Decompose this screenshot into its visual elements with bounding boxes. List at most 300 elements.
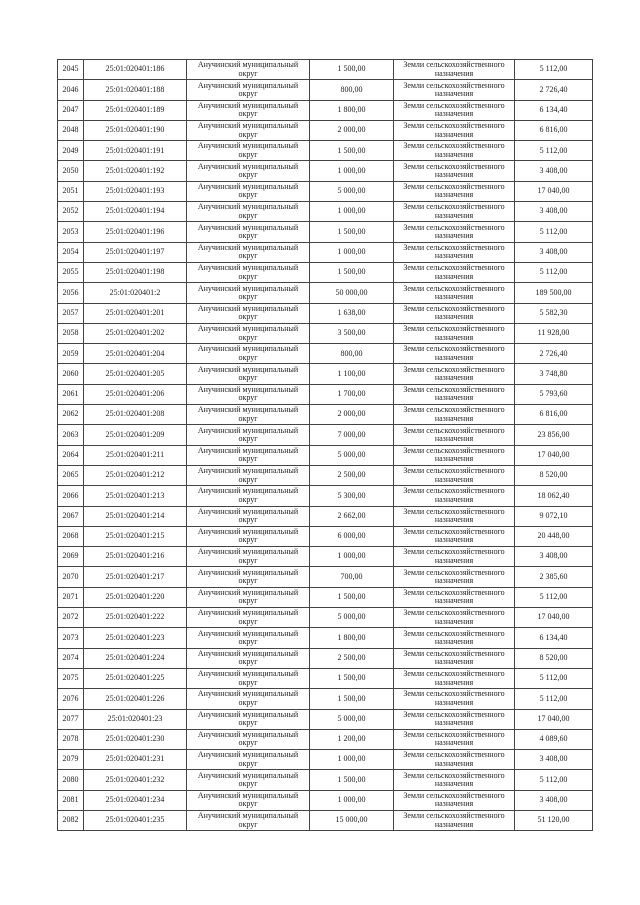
category-line-1: Земли сельскохозяйственного <box>403 669 505 679</box>
table-row <box>58 120 593 140</box>
category-line-2: назначения <box>434 210 474 220</box>
category-line-1: Земли сельскохозяйственного <box>403 344 505 354</box>
area-cell: 1 200,00 <box>310 729 394 749</box>
cadastral-number: 25:01:020401:186 <box>84 60 187 80</box>
table-row <box>58 141 593 161</box>
category-line-1: Земли сельскохозяйственного <box>403 60 505 70</box>
land-category-cell <box>394 770 515 790</box>
category-line-2: назначения <box>434 474 474 484</box>
cadastral-value-cell: 5 582,30 <box>515 303 593 323</box>
table-row <box>58 181 593 201</box>
district-line-2: округ <box>238 68 258 78</box>
district-cell <box>187 283 310 303</box>
land-category-cell <box>394 790 515 810</box>
row-number: 2076 <box>58 689 84 709</box>
category-line-2: назначения <box>434 758 474 768</box>
district-line-2: округ <box>238 190 258 200</box>
district-cell <box>187 445 310 465</box>
cadastral-value-cell: 18 062,40 <box>515 486 593 506</box>
row-number: 2049 <box>58 141 84 161</box>
district-line-1: Анучинский муниципальный <box>197 141 299 151</box>
cadastral-number: 25:01:020401:232 <box>84 770 187 790</box>
cadastral-value-cell: 4 089,60 <box>515 729 593 749</box>
district-line-2: округ <box>238 758 258 768</box>
cadastral-number: 25:01:020401:193 <box>84 181 187 201</box>
category-line-2: назначения <box>434 799 474 809</box>
district-cell <box>187 60 310 80</box>
row-number: 2061 <box>58 384 84 404</box>
table-row <box>58 364 593 384</box>
cadastral-number: 25:01:020401:197 <box>84 242 187 262</box>
district-line-1: Анучинский муниципальный <box>197 466 299 476</box>
category-line-1: Земли сельскохозяйственного <box>403 506 505 516</box>
area-cell: 1 700,00 <box>310 384 394 404</box>
area-cell: 1 500,00 <box>310 262 394 282</box>
district-line-2: округ <box>238 555 258 565</box>
row-number: 2079 <box>58 750 84 770</box>
cadastral-number: 25:01:020401:231 <box>84 750 187 770</box>
district-line-2: округ <box>238 352 258 362</box>
district-line-2: округ <box>238 819 258 829</box>
area-cell: 50 000,00 <box>310 283 394 303</box>
land-category-cell <box>394 60 515 80</box>
district-line-1: Анучинский муниципальный <box>197 80 299 90</box>
cadastral-number: 25:01:020401:216 <box>84 547 187 567</box>
district-cell <box>187 344 310 364</box>
category-line-1: Земли сельскохозяйственного <box>403 141 505 151</box>
cadastral-number: 25:01:020401:206 <box>84 384 187 404</box>
area-cell: 1 100,00 <box>310 364 394 384</box>
district-cell <box>187 628 310 648</box>
cadastral-value-cell: 5 112,00 <box>515 141 593 161</box>
table-row <box>58 161 593 181</box>
row-number: 2054 <box>58 242 84 262</box>
category-line-2: назначения <box>434 129 474 139</box>
district-line-2: округ <box>238 677 258 687</box>
cadastral-value-cell: 8 520,00 <box>515 465 593 485</box>
row-number: 2058 <box>58 323 84 343</box>
table-row <box>58 486 593 506</box>
district-line-2: округ <box>238 657 258 667</box>
district-line-1: Анучинский муниципальный <box>197 648 299 658</box>
row-number: 2053 <box>58 222 84 242</box>
cadastral-number: 25:01:020401:23 <box>84 709 187 729</box>
cadastral-number: 25:01:020401:191 <box>84 141 187 161</box>
row-number: 2074 <box>58 648 84 668</box>
district-line-1: Анучинский муниципальный <box>197 790 299 800</box>
cadastral-number: 25:01:020401:212 <box>84 465 187 485</box>
district-line-2: округ <box>238 535 258 545</box>
table-row <box>58 628 593 648</box>
district-line-1: Анучинский муниципальный <box>197 405 299 415</box>
district-cell <box>187 729 310 749</box>
area-cell: 1 638,00 <box>310 303 394 323</box>
category-line-1: Земли сельскохозяйственного <box>403 608 505 618</box>
cadastral-value-cell: 3 408,00 <box>515 790 593 810</box>
district-cell <box>187 242 310 262</box>
category-line-2: назначения <box>434 271 474 281</box>
table-row <box>58 283 593 303</box>
district-cell <box>187 405 310 425</box>
district-line-1: Анучинский муниципальный <box>197 445 299 455</box>
area-cell: 5 000,00 <box>310 608 394 628</box>
cadastral-number: 25:01:020401:223 <box>84 628 187 648</box>
area-cell: 1 500,00 <box>310 668 394 688</box>
cadastral-number: 25:01:020401:226 <box>84 689 187 709</box>
category-line-1: Земли сельскохозяйственного <box>403 283 505 293</box>
district-cell <box>187 364 310 384</box>
land-category-cell <box>394 242 515 262</box>
cadastral-value-cell: 5 112,00 <box>515 60 593 80</box>
category-line-2: назначения <box>434 515 474 525</box>
area-cell: 2 500,00 <box>310 465 394 485</box>
category-line-2: назначения <box>434 636 474 646</box>
row-number: 2046 <box>58 80 84 100</box>
district-cell <box>187 222 310 242</box>
cadastral-value-cell: 2 726,40 <box>515 80 593 100</box>
category-line-2: назначения <box>434 535 474 545</box>
cadastral-number: 25:01:020401:196 <box>84 222 187 242</box>
row-number: 2052 <box>58 202 84 222</box>
row-number: 2073 <box>58 628 84 648</box>
category-line-2: назначения <box>434 413 474 423</box>
district-line-2: округ <box>238 271 258 281</box>
table-row <box>58 608 593 628</box>
district-line-1: Анучинский муниципальный <box>197 689 299 699</box>
category-line-1: Земли сельскохозяйственного <box>403 324 505 334</box>
district-line-1: Анучинский муниципальный <box>197 344 299 354</box>
cadastral-value-cell: 17 040,00 <box>515 608 593 628</box>
area-cell: 1 500,00 <box>310 770 394 790</box>
land-category-cell <box>394 222 515 242</box>
category-line-1: Земли сельскохозяйственного <box>403 242 505 252</box>
district-line-1: Анучинский муниципальный <box>197 121 299 131</box>
land-category-cell <box>394 668 515 688</box>
row-number: 2050 <box>58 161 84 181</box>
cadastral-number: 25:01:020401:208 <box>84 405 187 425</box>
category-line-2: назначения <box>434 657 474 667</box>
cadastral-number: 25:01:020401:190 <box>84 120 187 140</box>
cadastral-number: 25:01:020401:213 <box>84 486 187 506</box>
district-cell <box>187 567 310 587</box>
land-category-cell <box>394 364 515 384</box>
district-line-1: Анучинский муниципальный <box>197 100 299 110</box>
row-number: 2048 <box>58 120 84 140</box>
category-line-1: Земли сельскохозяйственного <box>403 182 505 192</box>
category-line-2: назначения <box>434 596 474 606</box>
cadastral-value-cell: 2 726,40 <box>515 344 593 364</box>
category-line-1: Земли сельскохозяйственного <box>403 709 505 719</box>
category-line-1: Земли сельскохозяйственного <box>403 547 505 557</box>
cadastral-number: 25:01:020401:225 <box>84 668 187 688</box>
cadastral-value-cell: 3 408,00 <box>515 202 593 222</box>
district-line-2: округ <box>238 251 258 261</box>
table-row <box>58 770 593 790</box>
cadastral-value-cell: 6 134,40 <box>515 100 593 120</box>
cadastral-value-cell: 3 408,00 <box>515 547 593 567</box>
cadastral-number: 25:01:020401:2 <box>84 283 187 303</box>
district-line-1: Анучинский муниципальный <box>197 263 299 273</box>
district-line-2: округ <box>238 515 258 525</box>
land-category-cell <box>394 181 515 201</box>
area-cell: 1 000,00 <box>310 790 394 810</box>
category-line-1: Земли сельскохозяйственного <box>403 790 505 800</box>
category-line-2: назначения <box>434 433 474 443</box>
district-line-1: Анучинский муниципальный <box>197 161 299 171</box>
land-category-cell <box>394 120 515 140</box>
category-line-1: Земли сельскохозяйственного <box>403 222 505 232</box>
category-line-2: назначения <box>434 109 474 119</box>
area-cell: 1 800,00 <box>310 628 394 648</box>
category-line-1: Земли сельскохозяйственного <box>403 161 505 171</box>
row-number: 2072 <box>58 608 84 628</box>
cadastral-number: 25:01:020401:194 <box>84 202 187 222</box>
category-line-2: назначения <box>434 555 474 565</box>
cadastral-number: 25:01:020401:217 <box>84 567 187 587</box>
table-row <box>58 668 593 688</box>
district-line-1: Анучинский муниципальный <box>197 750 299 760</box>
district-cell <box>187 161 310 181</box>
district-cell <box>187 790 310 810</box>
district-line-1: Анучинский муниципальный <box>197 425 299 435</box>
category-line-1: Земли сельскохозяйственного <box>403 730 505 740</box>
district-cell <box>187 608 310 628</box>
category-line-1: Земли сельскохозяйственного <box>403 100 505 110</box>
category-line-2: назначения <box>434 454 474 464</box>
district-cell <box>187 648 310 668</box>
table-row <box>58 323 593 343</box>
district-cell <box>187 526 310 546</box>
table-row <box>58 689 593 709</box>
category-line-1: Земли сельскохозяйственного <box>403 587 505 597</box>
area-cell: 1 500,00 <box>310 60 394 80</box>
cadastral-number: 25:01:020401:222 <box>84 608 187 628</box>
cadastral-value-cell: 5 112,00 <box>515 668 593 688</box>
row-number: 2045 <box>58 60 84 80</box>
cadastral-value-cell: 3 408,00 <box>515 750 593 770</box>
district-line-2: округ <box>238 413 258 423</box>
cadastral-number: 25:01:020401:204 <box>84 344 187 364</box>
district-line-1: Анучинский муниципальный <box>197 709 299 719</box>
cadastral-value-cell: 8 520,00 <box>515 648 593 668</box>
table-row <box>58 709 593 729</box>
category-line-2: назначения <box>434 291 474 301</box>
district-cell <box>187 770 310 790</box>
district-line-2: округ <box>238 799 258 809</box>
category-line-2: назначения <box>434 352 474 362</box>
area-cell: 2 662,00 <box>310 506 394 526</box>
district-cell <box>187 425 310 445</box>
row-number: 2057 <box>58 303 84 323</box>
area-cell: 2 500,00 <box>310 648 394 668</box>
area-cell: 2 000,00 <box>310 405 394 425</box>
row-number: 2078 <box>58 729 84 749</box>
category-line-2: назначения <box>434 231 474 241</box>
category-line-2: назначения <box>434 779 474 789</box>
district-line-1: Анучинский муниципальный <box>197 730 299 740</box>
land-category-cell <box>394 486 515 506</box>
category-line-2: назначения <box>434 68 474 78</box>
category-line-1: Земли сельскохозяйственного <box>403 303 505 313</box>
land-category-cell <box>394 262 515 282</box>
cadastral-value-cell: 9 072,10 <box>515 506 593 526</box>
row-number: 2065 <box>58 465 84 485</box>
cadastral-number: 25:01:020401:224 <box>84 648 187 668</box>
table-row <box>58 526 593 546</box>
table-row <box>58 344 593 364</box>
area-cell: 1 500,00 <box>310 587 394 607</box>
area-cell: 1 800,00 <box>310 100 394 120</box>
category-line-1: Земли сельскохозяйственного <box>403 770 505 780</box>
district-cell <box>187 709 310 729</box>
table-row <box>58 425 593 445</box>
category-line-2: назначения <box>434 576 474 586</box>
district-cell <box>187 465 310 485</box>
cadastral-value-cell: 51 120,00 <box>515 810 593 830</box>
table-row <box>58 648 593 668</box>
area-cell: 1 000,00 <box>310 161 394 181</box>
category-line-2: назначения <box>434 718 474 728</box>
category-line-2: назначения <box>434 393 474 403</box>
land-category-cell <box>394 709 515 729</box>
cadastral-value-cell: 6 816,00 <box>515 405 593 425</box>
table-row <box>58 750 593 770</box>
cadastral-value-cell: 23 856,00 <box>515 425 593 445</box>
land-category-cell <box>394 547 515 567</box>
table-row <box>58 384 593 404</box>
land-category-cell <box>394 567 515 587</box>
category-line-2: назначения <box>434 494 474 504</box>
district-cell <box>187 100 310 120</box>
area-cell: 5 000,00 <box>310 445 394 465</box>
table-row <box>58 729 593 749</box>
district-cell <box>187 486 310 506</box>
district-line-2: округ <box>238 433 258 443</box>
category-line-1: Земли сельскохозяйственного <box>403 202 505 212</box>
district-line-1: Анучинский муниципальный <box>197 60 299 70</box>
row-number: 2070 <box>58 567 84 587</box>
category-line-1: Земли сельскохозяйственного <box>403 80 505 90</box>
cadastral-value-cell: 3 748,80 <box>515 364 593 384</box>
district-line-1: Анучинский муниципальный <box>197 242 299 252</box>
land-category-cell <box>394 141 515 161</box>
district-cell <box>187 506 310 526</box>
cadastral-number: 25:01:020401:230 <box>84 729 187 749</box>
table-row <box>58 567 593 587</box>
land-category-cell <box>394 689 515 709</box>
area-cell: 1 500,00 <box>310 222 394 242</box>
district-line-1: Анучинский муниципальный <box>197 587 299 597</box>
row-number: 2064 <box>58 445 84 465</box>
land-category-cell <box>394 628 515 648</box>
district-line-2: округ <box>238 454 258 464</box>
cadastral-value-cell: 5 112,00 <box>515 689 593 709</box>
row-number: 2060 <box>58 364 84 384</box>
land-category-cell <box>394 648 515 668</box>
land-category-cell <box>394 161 515 181</box>
row-number: 2066 <box>58 486 84 506</box>
table-row <box>58 465 593 485</box>
land-category-cell <box>394 344 515 364</box>
district-line-2: округ <box>238 616 258 626</box>
district-cell <box>187 689 310 709</box>
district-line-1: Анучинский муниципальный <box>197 770 299 780</box>
cadastral-value-cell: 20 448,00 <box>515 526 593 546</box>
cadastral-value-cell: 17 040,00 <box>515 181 593 201</box>
category-line-2: назначения <box>434 88 474 98</box>
land-category-cell <box>394 283 515 303</box>
area-cell: 2 000,00 <box>310 120 394 140</box>
district-line-2: округ <box>238 474 258 484</box>
district-line-2: округ <box>238 393 258 403</box>
district-line-1: Анучинский муниципальный <box>197 303 299 313</box>
district-line-2: округ <box>238 149 258 159</box>
row-number: 2062 <box>58 405 84 425</box>
district-line-2: округ <box>238 170 258 180</box>
table-row <box>58 506 593 526</box>
category-line-2: назначения <box>434 251 474 261</box>
district-line-2: округ <box>238 718 258 728</box>
cadastral-number: 25:01:020401:201 <box>84 303 187 323</box>
district-line-1: Анучинский муниципальный <box>197 506 299 516</box>
cadastral-number: 25:01:020401:235 <box>84 810 187 830</box>
district-line-1: Анучинский муниципальный <box>197 669 299 679</box>
district-cell <box>187 384 310 404</box>
area-cell: 7 000,00 <box>310 425 394 445</box>
district-line-1: Анучинский муниципальный <box>197 384 299 394</box>
category-line-1: Земли сельскохозяйственного <box>403 466 505 476</box>
land-category-cell <box>394 384 515 404</box>
land-category-cell <box>394 750 515 770</box>
land-category-cell <box>394 80 515 100</box>
table-row <box>58 80 593 100</box>
table-row <box>58 405 593 425</box>
district-cell <box>187 587 310 607</box>
row-number: 2081 <box>58 790 84 810</box>
land-category-cell <box>394 608 515 628</box>
category-line-1: Земли сельскохозяйственного <box>403 648 505 658</box>
district-line-2: округ <box>238 312 258 322</box>
district-line-1: Анучинский муниципальный <box>197 527 299 537</box>
cadastral-value-cell: 3 408,00 <box>515 242 593 262</box>
category-line-2: назначения <box>434 170 474 180</box>
category-line-2: назначения <box>434 373 474 383</box>
area-cell: 15 000,00 <box>310 810 394 830</box>
district-cell <box>187 120 310 140</box>
row-number: 2082 <box>58 810 84 830</box>
area-cell: 1 000,00 <box>310 750 394 770</box>
table-row <box>58 790 593 810</box>
cadastral-value-cell: 5 112,00 <box>515 587 593 607</box>
row-number: 2067 <box>58 506 84 526</box>
table-row <box>58 222 593 242</box>
category-line-2: назначения <box>434 738 474 748</box>
land-category-cell <box>394 526 515 546</box>
category-line-1: Земли сельскохозяйственного <box>403 750 505 760</box>
table-row <box>58 242 593 262</box>
category-line-1: Земли сельскохозяйственного <box>403 364 505 374</box>
district-cell <box>187 668 310 688</box>
district-line-2: округ <box>238 738 258 748</box>
cadastral-number: 25:01:020401:214 <box>84 506 187 526</box>
table-row <box>58 587 593 607</box>
district-line-2: округ <box>238 636 258 646</box>
cadastral-value-cell: 5 112,00 <box>515 262 593 282</box>
cadastral-number: 25:01:020401:209 <box>84 425 187 445</box>
district-line-1: Анучинский муниципальный <box>197 811 299 821</box>
row-number: 2055 <box>58 262 84 282</box>
cadastral-value-cell: 17 040,00 <box>515 445 593 465</box>
